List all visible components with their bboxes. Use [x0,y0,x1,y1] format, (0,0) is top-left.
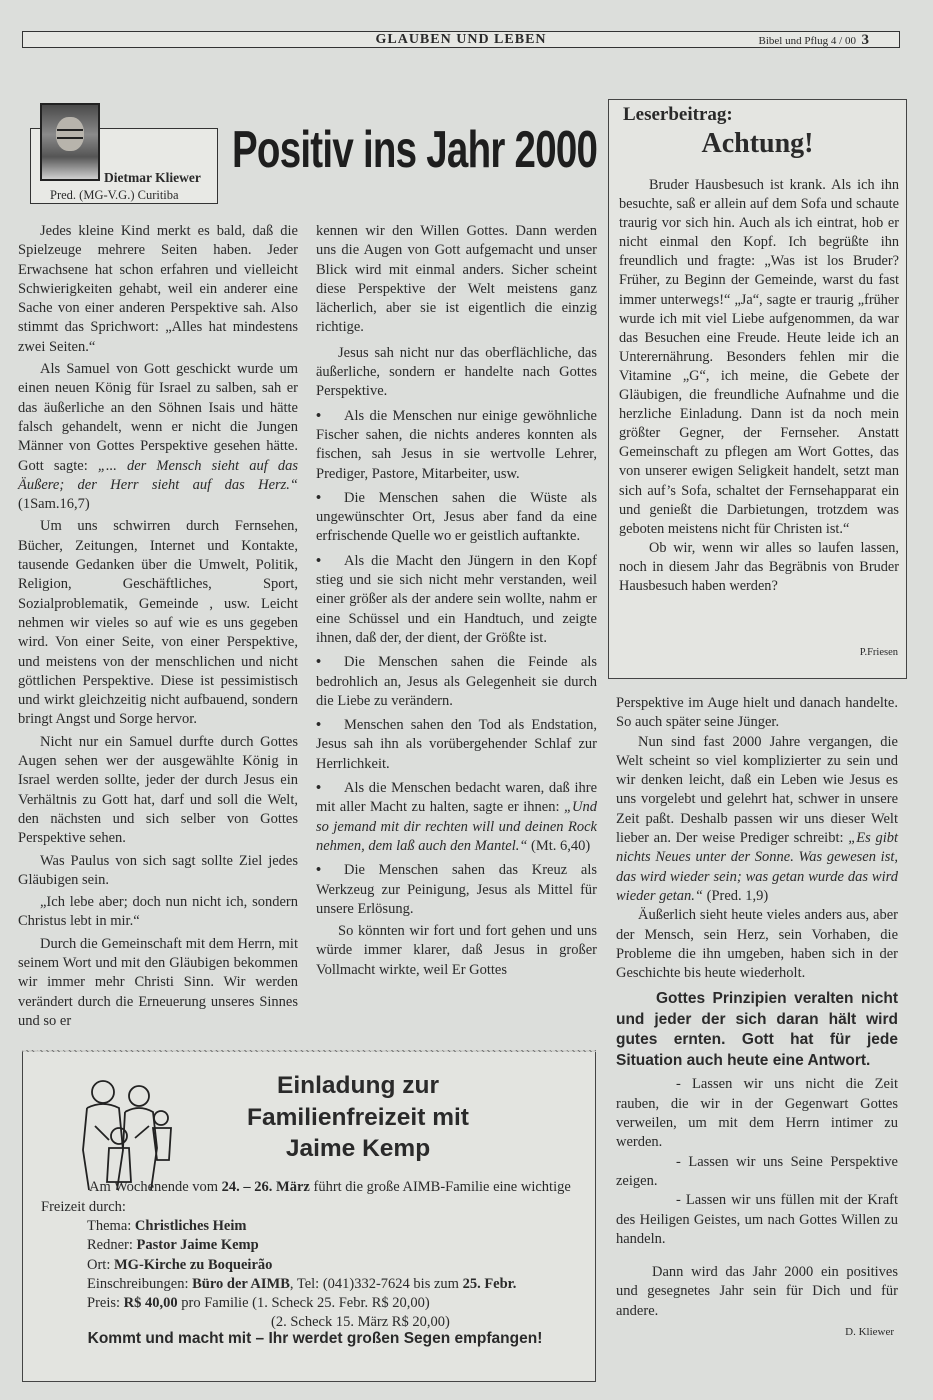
author-role: Pred. (MG-V.G.) Curitiba [50,188,179,202]
closing-paragraph: Dann wird das Jahr 2000 ein positives und gesegnetes Jahr sein für Dich und für andere. [616,1264,898,1319]
bullet-item [316,653,597,711]
paragraph: Bruder Hausbesuch ist krank. Als ich ihn besuchte, saß er allein auf dem Sofa und schaute traurig vor sich hin. Auch als ich eintrat, hob er nicht einmal den Kopf. Ich begrüßte ihn freundlich und fragte: „Was ist los Bruder? Früher, zu Beginn der Gemeinde, warst du fast immer unterwegs!“ „Ja“, sagte er traurig „früher wurde ich mit viel Liebe aufgenommen, da war das Besuchen eine Freude. Heute leide ich an Unterernährung. Besonders fehlen mir die Vitamine „G“, ich meine, die Gebete der Gläubigen, die freundliche Aufnahme und die herzliche Einladung. Dann ist da noch mein größter Gegner, der Fernseher. Anstatt Gemeinschaft zu pflegen am Wort Gottes, das von unserer ewigen Seligkeit handelt, setzt man sich auf’s Sofa, schaltet der Fernsehapparat ein und genießt die Darbietungen, trotzdem was geboten meistens nicht für Christen ist.“ [619,177,899,537]
bullet-item [316,861,597,919]
paragraph: Perspektive im Auge hielt und danach handelte. So auch später seine Jünger. [616,695,898,731]
publication-info [759,33,869,48]
paragraph: kennen wir den Willen Gottes. Dann werden uns die Augen von Gott aufgemacht und unser Blick wird mit einmal anders. Sicher scheint diese Perspektive der Welt meistens ganz lächerlich, aber sie ist eigentlich die einzig richtige. [316,223,597,336]
ad-intro: Am Wochenende vom 24. – 26. März führt die große AIMB-Familie eine wichtige Freizeit durch: [41,1179,571,1215]
signature: P.Friesen [859,647,898,658]
paragraph: Jesus sah nicht nur das oberflächliche, das äußerliche, sondern er handelte nach Gottes Perspektive. [316,344,597,400]
bullet-item [316,489,597,547]
ad-speaker: Redner: Pastor Jaime Kemp [87,1237,259,1253]
bullet-item [316,552,597,648]
reader-contribution-heading: Achtung! [701,128,814,159]
paragraph: Um uns schwirren durch Fernsehen, Bücher, Zeitungen, Internet und Kontakte, tausende Gedanken über die Umwelt, Politik, Religion, Geschäftliches, Sport, Sozialproblematik, Gemeinde , usw. Leicht nehmen wir vieles so auf wie es uns gegeben wird. Von einer Seite, von einer Perspektive, und meistens von der menschlichen und nicht göttlichen Perspektive. Diese ist pessimistisch und wirkt gleichzeitig nicht aufbauend, sondern bringt Angst und Sorge hervor. [18,518,298,728]
reader-contribution-text [619,176,899,596]
author-photo [40,103,100,181]
bullet-text: Die Menschen sahen die Feinde als bedrohlich an, Jesus als Gelegenheit sie durch die Liebe zu verändern. [316,654,597,709]
article-column-1 [18,222,298,1031]
ad-location: Ort: MG-Kirche zu Boqueirão [87,1257,273,1273]
list-item: - Lassen wir uns füllen mit der Kraft des Heiligen Geistes, um nach Gottes Willen zu handeln. [616,1192,898,1247]
bullet-icon: • [316,489,322,506]
bullet-icon: • [316,862,322,879]
ad-price-second: (2. Scheck 15. März R$ 20,00) [271,1314,450,1330]
paragraph: Jedes kleine Kind merkt es bald, daß die Spielzeuge mehrere Seiten haben. Jeder Erwachsene hat schon erfahren und vielleicht Schwierigkeiten gehabt, weil ein anderer eine Sache von einer anderen Perspektive sah. Also stimmt das Sprichwort: „Alles hat mindestens zwei Seiten.“ [18,223,298,355]
reader-contribution-label: Leserbeitrag: [623,104,733,125]
reader-contribution-box [608,99,907,679]
article-column-2 [316,222,597,980]
paragraph: Nicht nur ein Samuel durfte durch Gottes Augen sehen wer der ausgewählte König in Israel werden sollte, jeder der durch Jesus ein Verhältnis zu Gott hat, darf und soll die Welt, den nächsten und sich selber von Gottes Perspektive sehen. [18,733,298,847]
bullet-item [316,407,597,484]
paragraph: So könnten wir fort und fort gehen und uns würde immer klarer, daß Jesus in großer Vollmacht wirkte, weil Er Gottes [316,923,597,978]
event-advertisement [22,1052,596,1382]
article-title: Positiv ins Jahr 2000 [232,121,598,179]
list-item: - Lassen wir uns nicht die Zeit rauben, die wir in der Gegenwart Gottes verweilen, um mit dem Herrn intimer zu werden. [616,1076,898,1151]
article-column-3 [616,694,898,1342]
paragraph: Ob wir, wenn wir alles so laufen lassen, noch in diesem Jahr das Begräbnis von Bruder Hausbesuch haben werden? [619,539,899,594]
ad-heading-line-2: Familienfreizeit mit [247,1104,469,1131]
bullet-icon: • [316,717,322,734]
ad-heading-line-3: Jaime Kemp [285,1135,431,1162]
paragraph: Äußerlich sieht heute vieles anders aus, aber der Mensch, sein Herz, sein Vorhaben, die Probleme die ihn umgeben, haben sich in der Geschichte bis heute wiederholt. [616,907,898,982]
quote: „Ich lebe aber; doch nun nicht ich, sondern Christus lebt in mir.“ [18,894,298,930]
bullet-text: Die Menschen sahen das Kreuz als Werkzeug zur Peinigung, Jesus als Mittel für unsere Erlösung. [316,862,597,917]
publication-issue: Bibel und Pflug 4 / 00 [758,35,856,47]
principles-statement: Gottes Prinzipien veralten nicht und jeder der sich daran hält wird gutes ernten. Gott hat für jede Situation auch heute eine Antwort. [616,990,898,1069]
bullet-text: Als die Menschen bedacht waren, daß ihre mit aller Macht zu halten, sagte er ihnen: „Und so jemand mit dir rechten will und deinen Rock nehmen, dem laß auch den Mantel.“ (Mt. 6,40) [316,780,597,854]
bullet-icon: • [316,780,322,797]
bullet-icon: • [316,407,322,424]
author-name: Dietmar Kliewer [104,170,201,185]
list-item: - Lassen wir uns Seine Perspektive zeigen. [616,1153,898,1189]
bullet-item [316,716,597,774]
ad-heading-line-1: Einladung zur [277,1072,439,1099]
ad-call-to-action: Kommt und macht mit – Ihr werdet großen Segen empfangen! [87,1330,543,1347]
bullet-text: Als die Menschen nur einige gewöhnliche Fischer sahen, die nichts anderes konnten als fischen, sah Jesus in sie wertvolle Lehrer, Prediger, Pastore, Mitarbeiter, usw. [316,407,597,482]
bullet-icon: • [316,552,322,569]
ad-price: Preis: R$ 40,00 pro Familie (1. Scheck 25. Febr. R$ 20,00) [87,1295,430,1311]
paragraph: Nun sind fast 2000 Jahre vergangen, die Welt scheint so viel komplizierter zu sein und wir denken leicht, daß ein Leben wie Jesus es uns vorgelebt und gelehrt hat, schwer in unsere Zeit paßt. Deshalb passen wir uns dieser Welt lieber an. Der weise Prediger schreibt: „Es gibt nichts Neues unter der Sonne. Was gewesen ist, das wird wieder sein; was getan wurde das wird wieder getan.“ (Pred. 1,9) [616,733,899,904]
ad-registration: Einschreibungen: Büro der AIMB, Tel: (041)332-7624 bis zum 25. Febr. [87,1276,517,1292]
bullet-text: Menschen sahen den Tod als Endstation, Jesus sah ihn als vorübergehender Schlaf zur Herrlichkeit. [316,717,597,772]
bullet-icon: • [316,654,322,671]
ad-theme: Thema: Christliches Heim [87,1218,247,1234]
page-number: 3 [861,32,869,48]
bullet-list [316,407,597,919]
bullet-item [316,779,597,856]
page-header [22,31,900,48]
paragraph: Was Paulus von sich sagt sollte Ziel jedes Gläubigen sein. [18,852,298,888]
bullet-text: Als die Macht den Jüngern in den Kopf stieg und sie sich nicht mehr verstanden, weil einer größer als der andere sein wollte, nahm er eine Schüssel und ein Handtuch, und zeigte ihnen, daß der, der dient, der Größte ist. [316,552,597,646]
section-title: GLAUBEN UND LEBEN [375,32,547,47]
paragraph: Als Samuel von Gott geschickt wurde um einen neuen König für Israel zu salben, sah er das äußerliche an den Söhnen Isais und hätte falsch gehandelt, wenn er nicht die Jungen Männer von Gottes Perspektive gesehen hätte. Gott sagte: „... der Mensch sieht auf das Äußere; der Herr sieht auf das Herz.“ (1Sam.16,7) [18,361,299,513]
signature: D. Kliewer [845,1326,894,1339]
bullet-text: Die Menschen sahen die Wüste als ungewünschter Ort, Jesus aber fand da eine erfrischende Quelle wo er geistlich auftankte. [316,489,597,545]
paragraph: Durch die Gemeinschaft mit dem Herrn, mit seinem Wort und mit den Gläubigen bekommen wir immer mehr Christi Sinn. Wir werden verändert durch die Erneuerung unseres Sinnes und so er [18,935,298,1029]
